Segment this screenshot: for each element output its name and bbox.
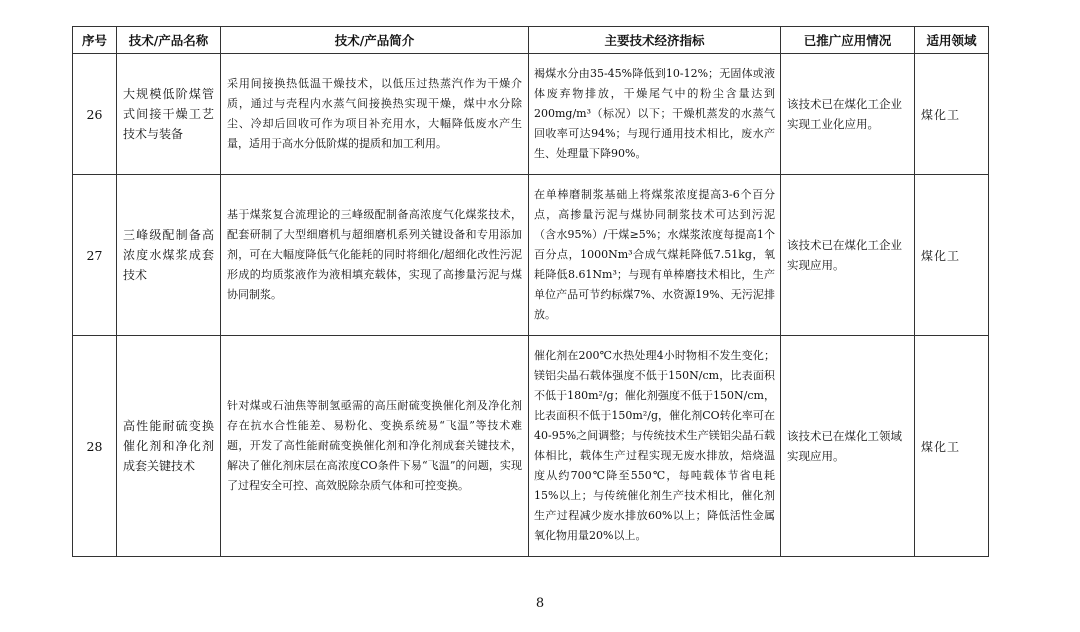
row-field: 煤化工 <box>915 54 989 175</box>
header-indicators: 主要技术经济指标 <box>529 27 781 54</box>
row-intro: 基于煤浆复合流理论的三峰级配制备高浓度气化煤浆技术，配套研制了大型细磨机与超细磨机系列关键设备和专用添加剂，可在大幅度降低气化能耗的同时将细化/超细化改性污泥形成的均质浆液作为液相填充载体，实现了高掺量污泥与煤协同制浆。 <box>221 175 529 336</box>
row-name: 高性能耐硫变换催化剂和净化剂成套关键技术 <box>117 336 221 557</box>
row-promotion: 该技术已在煤化工领域实现应用。 <box>781 336 915 557</box>
row-intro: 针对煤或石油焦等制氢亟需的高压耐硫变换催化剂及净化剂存在抗水合性能差、易粉化、变换系统易“飞温”等技术难题，开发了高性能耐硫变换催化剂和净化剂成套关键技术，解决了催化剂床层在高浓度CO条件下易“飞温”的问题，实现了过程安全可控、高效脱除杂质气体和可控变换。 <box>221 336 529 557</box>
row-name: 三峰级配制备高浓度水煤浆成套技术 <box>117 175 221 336</box>
row-field: 煤化工 <box>915 175 989 336</box>
header-num: 序号 <box>73 27 117 54</box>
row-num: 26 <box>73 54 117 175</box>
row-indicators: 催化剂在200℃水热处理4小时物相不发生变化；镁铝尖晶石载体强度不低于150N/cm，比表面积不低于180m²/g；催化剂强度不低于150N/cm，比表面积不低于150m²/g，催化剂CO转化率可在40-95%之间调整；与传统技术生产镁铝尖晶石载体相比，载体生产过程实现无废水排放，焙烧温度从约700℃降至550℃，每吨载体节省电耗15%以上；与传统催化剂生产技术相比，催化剂生产过程减少废水排放60%以上；降低活性金属氧化物用量20%以上。 <box>529 336 781 557</box>
table-row <box>73 336 989 557</box>
row-name: 大规模低阶煤管式间接干燥工艺技术与装备 <box>117 54 221 175</box>
page-number: 8 <box>535 596 545 611</box>
row-indicators: 褐煤水分由35-45%降低到10-12%；无固体或液体废弃物排放，干燥尾气中的粉尘含量达到200mg/m³（标况）以下；干燥机蒸发的水蒸气回收率可达94%；与现行通用技术相比，废水产生、处理量下降90%。 <box>529 54 781 175</box>
row-field: 煤化工 <box>915 336 989 557</box>
row-num: 28 <box>73 336 117 557</box>
technology-table <box>72 26 989 557</box>
header-field: 适用领域 <box>915 27 989 54</box>
table-row <box>73 175 989 336</box>
row-num: 27 <box>73 175 117 336</box>
row-promotion: 该技术已在煤化工企业实现应用。 <box>781 175 915 336</box>
table-row <box>73 54 989 175</box>
header-intro: 技术/产品简介 <box>221 27 529 54</box>
row-indicators: 在单棒磨制浆基础上将煤浆浓度提高3-6个百分点，高掺量污泥与煤协同制浆技术可达到污泥（含水95%）/干煤≥5%；水煤浆浓度每提高1个百分点，1000Nm³合成气煤耗降低7.51kg，氧耗降低8.61Nm³；与现有单棒磨技术相比，生产单位产品可节约标煤7%、水资源19%、无污泥排放。 <box>529 175 781 336</box>
row-promotion: 该技术已在煤化工企业实现工业化应用。 <box>781 54 915 175</box>
header-promotion: 已推广应用情况 <box>781 27 915 54</box>
row-intro: 采用间接换热低温干燥技术，以低压过热蒸汽作为干燥介质，通过与壳程内水蒸气间接换热实现干燥，煤中水分除尘、冷却后回收可作为项目补充用水，大幅降低废水产生量，适用于高水分低阶煤的提质和加工利用。 <box>221 54 529 175</box>
header-name: 技术/产品名称 <box>117 27 221 54</box>
table-header-row <box>73 27 989 54</box>
